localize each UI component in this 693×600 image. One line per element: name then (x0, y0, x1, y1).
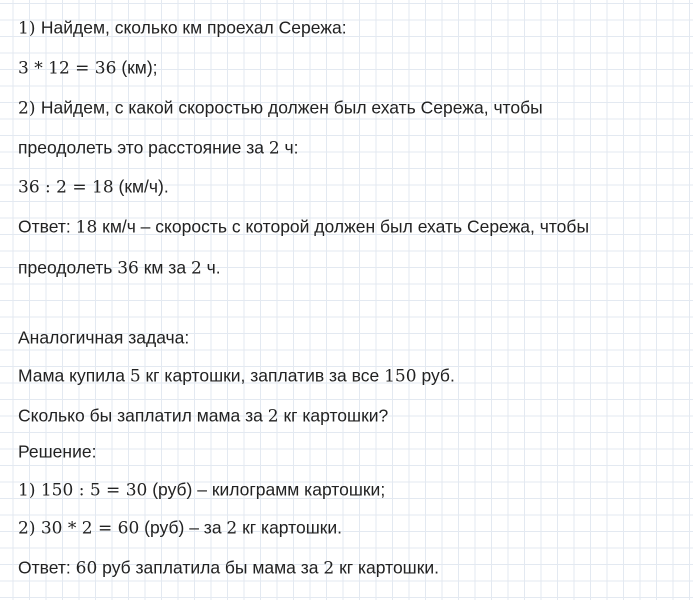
text-line (18, 518, 342, 539)
text-segment: кг картошки? (283, 405, 389, 426)
text-line (18, 328, 189, 349)
text-segment: (руб) – килограмм картошки; (152, 479, 386, 500)
text-line (18, 442, 96, 463)
text-segment: руб заплатила бы мама за (102, 557, 319, 578)
text-segment: (км); (121, 57, 158, 78)
text-segment: Найдем, с какой скоростью должен был ехать Сережа, чтобы (40, 97, 543, 118)
text-segment: Аналогичная задача: (18, 327, 190, 348)
text-line (18, 58, 158, 79)
text-line (18, 177, 169, 198)
text-segment: км за (143, 257, 187, 278)
math-expression: 1) (18, 18, 41, 39)
text-line (18, 217, 589, 238)
math-expression: 2) 30 * 2 = 60 (18, 518, 140, 539)
text-segment: руб. (421, 365, 455, 386)
text-line (18, 98, 543, 119)
math-expression: 18 (75, 217, 98, 238)
math-expression: 2 (226, 518, 238, 539)
math-expression: 150 (384, 366, 417, 387)
text-segment: кг картошки, заплатив за все (145, 365, 380, 386)
math-expression: 3 * 12 = 36 (18, 58, 117, 79)
math-expression: 2 (323, 558, 335, 579)
text-segment: Ответ: (18, 216, 71, 237)
text-segment: кг картошки. (242, 517, 343, 538)
text-segment: ч: (284, 137, 299, 158)
text-line (18, 406, 388, 427)
text-segment: Мама купила (18, 365, 125, 386)
math-expression: 36 : 2 = 18 (18, 177, 114, 198)
text-segment: преодолеть (18, 257, 113, 278)
math-expression: 1) 150 : 5 = 30 (18, 480, 148, 501)
math-expression: 2) (18, 98, 41, 119)
text-line (18, 138, 299, 159)
text-line (18, 480, 385, 501)
text-segment: км/ч – скорость с которой должен был ехать Сережа, чтобы (102, 216, 590, 237)
math-expression: 5 (129, 366, 141, 387)
math-expression: 60 (75, 558, 98, 579)
text-segment: Решение: (18, 441, 97, 462)
text-segment: (руб) – за (144, 517, 222, 538)
text-segment: (км/ч). (118, 176, 169, 197)
text-line (18, 558, 439, 579)
math-expression: 36 (117, 258, 139, 279)
text-segment: кг картошки. (339, 557, 440, 578)
text-line (18, 258, 221, 279)
math-expression: 2 (267, 406, 279, 427)
text-line (18, 366, 455, 387)
text-segment: ч. (206, 257, 221, 278)
text-line (18, 18, 347, 39)
math-expression: 2 (190, 258, 202, 279)
math-expression: 2 (268, 138, 280, 159)
text-segment: Найдем, сколько км проехал Сережа: (40, 17, 347, 38)
text-segment: преодолеть это расстояние за (18, 137, 264, 158)
text-segment: Сколько бы заплатил мама за (18, 405, 263, 426)
text-segment: Ответ: (18, 557, 71, 578)
